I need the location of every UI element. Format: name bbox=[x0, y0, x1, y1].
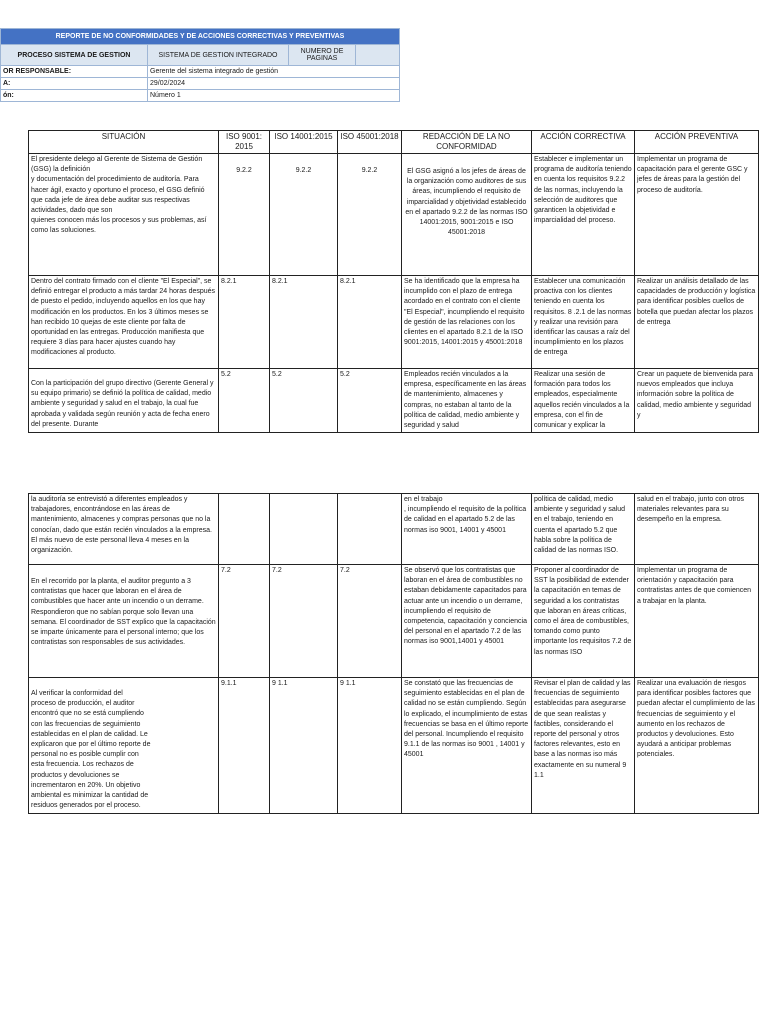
iso45001-cell: 7.2 bbox=[338, 565, 402, 678]
col-accion-preventiva: ACCIÓN PREVENTIVA bbox=[635, 131, 759, 154]
redaccion-cell: El GSG asignó a los jefes de áreas de la organización como auditores de sus áreas, incumpliendo el requisito de imparcialidad y objetividad establecido en el apartado 9.2.2 de las normas ISO 14001:2015, 9001:2015 e ISO 45001:2018 bbox=[402, 154, 532, 276]
iso14001-cell: 8.2.1 bbox=[270, 276, 338, 369]
iso9001-cell: 9.2.2 bbox=[219, 154, 270, 276]
table-row bbox=[29, 494, 759, 565]
col-situacion: SITUACIÓN bbox=[29, 131, 219, 154]
iso14001-cell: 7.2 bbox=[270, 565, 338, 678]
iso45001-cell bbox=[338, 494, 402, 565]
iso45001-cell: 5.2 bbox=[338, 369, 402, 433]
col-iso9001: ISO 9001: 2015 bbox=[219, 131, 270, 154]
table-row bbox=[29, 276, 759, 369]
correctiva-cell: política de calidad, medio ambiente y seguridad y salud en el trabajo, teniendo en cuenta el apartado 5.2 que habla sobre la política de calidad de las normas ISO. bbox=[532, 494, 635, 565]
preventiva-cell: salud en el trabajo, junto con otros materiales relevantes para su desempeño en la empresa. bbox=[635, 494, 759, 565]
table-row bbox=[29, 565, 759, 678]
iso9001-cell: 8.2.1 bbox=[219, 276, 270, 369]
situacion-cell: El presidente delego al Gerente de Sistema de Gestión (GSG) la definición y documentación del procedimiento de auditoría. Para hacer ágil, exacto y oportuno el proceso, el GSG definió que cada jefe de área debe auditar sus respectivas actividades, dado que son quienes conocen más los procesos y sus problemas, así como las soluciones. bbox=[29, 154, 219, 276]
table-row bbox=[29, 369, 759, 433]
iso9001-cell: 7.2 bbox=[219, 565, 270, 678]
sistema-label: SISTEMA DE GESTION INTEGRADO bbox=[148, 45, 289, 66]
responsable-value: Gerente del sistema integrado de gestión bbox=[148, 66, 400, 78]
numero-paginas-label: NUMERO DE PAGINAS bbox=[289, 45, 356, 66]
situacion-cell: la auditoría se entrevistó a diferentes empleados y trabajadores, encontrándose en las áreas de mantenimiento, almacenes y compras personas que no la conocían, dado que están recién vinculados a la empresa. El más nuevo de este personal lleva 4 meses en la organización. bbox=[29, 494, 219, 565]
iso14001-cell: 5.2 bbox=[270, 369, 338, 433]
numero-paginas-value bbox=[356, 45, 400, 66]
proceso-label: PROCESO SISTEMA DE GESTION bbox=[1, 45, 148, 66]
fecha-value: 29/02/2024 bbox=[148, 78, 400, 90]
fecha-label: A: bbox=[1, 78, 148, 90]
version-label: ón: bbox=[1, 90, 148, 102]
iso45001-cell: 9 1.1 bbox=[338, 678, 402, 814]
redaccion-cell: Se observó que los contratistas que laboran en el área de combustibles no estaban debidamente capacitados para actuar ante un incendio o un derrame, incumpliendo el requisito de competencia, capacitación y conciencia del personal en el apartado 7.2 de las normas iso 9001,14001 y 45001 bbox=[402, 565, 532, 678]
responsable-label: OR RESPONSABLE: bbox=[1, 66, 148, 78]
preventiva-cell: Crear un paquete de bienvenida para nuevos empleados que incluya información sobre la política de calidad, medio ambiente y seguridad y bbox=[635, 369, 759, 433]
iso45001-cell: 8.2.1 bbox=[338, 276, 402, 369]
situacion-cell: En el recorrido por la planta, el auditor pregunto a 3 contratistas que hacer que laboran en el área de combustibles que hacer ante un incendio o un derrame. Respondieron que no sabían porque solo llevan una semana. El coordinador de SST explico que la capacitación se imparte únicamente para el personal interno; que los contratistas son responsables de sus actividades. bbox=[29, 565, 219, 678]
preventiva-cell: Implementar un programa de orientación y capacitación para contratistas antes de que comiencen a trabajar en la planta. bbox=[635, 565, 759, 678]
nonconformity-table-page1 bbox=[28, 130, 759, 433]
correctiva-cell: Establecer e implementar un programa de auditoría teniendo en cuenta los requisitos 9.2.2 de las normas, incluyendo la selección de auditores que garanticen la objetividad e imparcialidad del proceso. bbox=[532, 154, 635, 276]
col-accion-correctiva: ACCIÓN CORRECTIVA bbox=[532, 131, 635, 154]
preventiva-cell: Realizar un análisis detallado de las capacidades de producción y logística para identificar posibles cuellos de botella que puedan afectar los plazos de entrega bbox=[635, 276, 759, 369]
correctiva-cell: Realizar una sesión de formación para todos los empleados, especialmente aquellos recién vinculados a la empresa, con el fin de comunicar y explicar la bbox=[532, 369, 635, 433]
col-iso14001: ISO 14001:2015 bbox=[270, 131, 338, 154]
table-row bbox=[29, 154, 759, 276]
correctiva-cell: Revisar el plan de calidad y las frecuencias de seguimiento establecidas para asegurarse de que sean realistas y factibles, considerando el reporte del personal y otros factores relevantes, esto en base a las normas iso más exactamente en su numeral 9 1.1 bbox=[532, 678, 635, 814]
redaccion-cell: Se constató que las frecuencias de seguimiento establecidas en el plan de calidad no se están cumpliendo. Según lo explicado, el incumplimiento de estas frecuencias se basa en el último reporte del personal. Incumpliendo el requisito 9.1.1 de las normas iso 9001 , 14001 y 45001 bbox=[402, 678, 532, 814]
redaccion-cell: en el trabajo , incumpliendo el requisito de la política de calidad en el apartado 5.2 de las normas iso 9001, 14001 y 45001 bbox=[402, 494, 532, 565]
iso14001-cell: 9.2.2 bbox=[270, 154, 338, 276]
correctiva-cell: Establecer una comunicación proactiva con los clientes teniendo en cuenta los requisitos. 8 .2.1 de las normas y realizar una revisión para identificar las causas a raíz del incumplimiento en los plazos de entrega bbox=[532, 276, 635, 369]
table-row bbox=[29, 678, 759, 814]
col-redaccion: REDACCIÓN DE LA NO CONFORMIDAD bbox=[402, 131, 532, 154]
version-value: Número 1 bbox=[148, 90, 400, 102]
nonconformity-table-page2 bbox=[28, 493, 759, 814]
preventiva-cell: Implementar un programa de capacitación para el gerente GSC y jefes de áreas para la gestión del proceso de auditoría. bbox=[635, 154, 759, 276]
situacion-cell: Al verificar la conformidad del proceso de producción, el auditor encontró que no se está cumpliendo con las frecuencias de seguimiento establecidas en el plan de calidad. Le explicaron que por el último reporte de personal no es posible cumplir con esta frecuencia. Los rechazos de productos y devoluciones se incrementaron en 20%. Un objetivo ambiental es minimizar la cantidad de residuos generados por el proceso. bbox=[29, 678, 219, 814]
iso14001-cell: 9 1.1 bbox=[270, 678, 338, 814]
iso9001-cell: 5.2 bbox=[219, 369, 270, 433]
situacion-cell: Con la participación del grupo directivo (Gerente General y su equipo primario) se definió la política de calidad, medio ambiente y seguridad y salud en el trabajo, la cual fue aprobada y validada según reunión y acta de fecha enero del presente. Durante bbox=[29, 369, 219, 433]
redaccion-cell: Empleados recién vinculados a la empresa, específicamente en las áreas de mantenimiento, almacenes y compras, no estaban al tanto de la política de calidad, medio ambiente y seguridad y salud bbox=[402, 369, 532, 433]
iso9001-cell bbox=[219, 494, 270, 565]
report-title: REPORTE DE NO CONFORMIDADES Y DE ACCIONES CORRECTIVAS Y PREVENTIVAS bbox=[1, 29, 400, 45]
preventiva-cell: Realizar una evaluación de riesgos para identificar posibles factores que puedan afectar el cumplimiento de las frecuencias de seguimiento y el aumento en los rechazos de productos y devoluciones. Esto ayudará a anticipar problemas potenciales. bbox=[635, 678, 759, 814]
redaccion-cell: Se ha identificado que la empresa ha incumplido con el plazo de entrega acordado en el contrato con el cliente "El Especial", incumpliendo el requisito de gestión de las relaciones con los clientes en el apartado 8.2.1 de la ISO 9001:2015, 14001:2015 y 45001:2018 bbox=[402, 276, 532, 369]
iso14001-cell bbox=[270, 494, 338, 565]
iso45001-cell: 9.2.2 bbox=[338, 154, 402, 276]
situacion-cell: Dentro del contrato firmado con el cliente "El Especial", se definió entregar el producto a más tardar 24 horas después de puesto el pedido, incluyendo aquellos en los que hay modificación en los productos. En los 3 últimos meses se han recibido 10 quejas de este cliente por falta de oportunidad en las entregas. Producción manifiesta que requiere 3 días para hacer ajustes cuando hay modificaciones al producto. bbox=[29, 276, 219, 369]
correctiva-cell: Proponer al coordinador de SST la posibilidad de extender la capacitación en temas de seguridad a los contratistas que laboran en áreas críticas, como el área de combustibles, tomando como punto importante los requisitos 7.2 de las normas ISO bbox=[532, 565, 635, 678]
col-iso45001: ISO 45001:2018 bbox=[338, 131, 402, 154]
iso9001-cell: 9.1.1 bbox=[219, 678, 270, 814]
report-header bbox=[0, 28, 400, 102]
